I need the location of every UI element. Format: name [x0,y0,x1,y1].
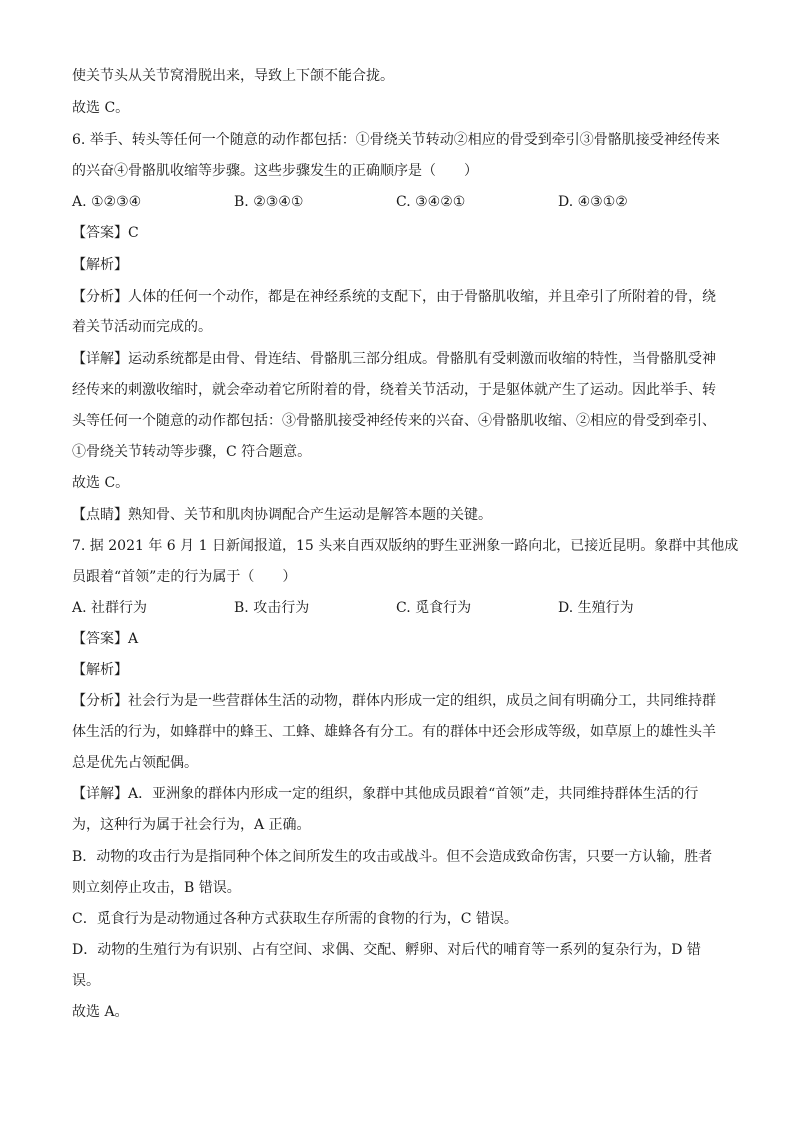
detail-text: 【详解】运动系统都是由骨、骨连结、骨骼肌三部分组成。骨骼肌有受刺激而收缩的特性，当骨骼肌受神 [72,351,716,367]
analysis-text: 体生活的行为，如蜂群中的蜂王、工蜂、雄蜂各有分工。有的群体中还会形成等级，如草原上的雄性头羊 [72,724,716,740]
question-6-stem: 6. 举手、转头等任何一个随意的动作都包括：①骨绕关节转动②相应的骨受到牵引③骨骼肌接受神经传来 [72,132,720,148]
analysis-text: 着关节活动而完成的。 [72,319,212,335]
detail-text: D．动物的生殖行为有识别、占有空间、求偶、交配、孵卵、对后代的哺育等一系列的复杂行为，D 错 [72,942,701,958]
detail-text: C．觅食行为是动物通过各种方式获取生存所需的食物的行为，C 错误。 [72,911,518,927]
analysis-label: 【解析】 [72,257,128,273]
detail-text: ①骨绕关节转动等步骤，C 符合题意。 [72,444,312,460]
analysis-text: 【分析】社会行为是一些营群体生活的动物，群体内形成一定的组织，成员之间有明确分工，共同维持群 [72,693,716,709]
q7-option-b: B. 攻击行为 [234,600,310,616]
question-7-stem: 7. 据 2021 年 6 月 1 日新闻报道，15 头来自西双版纳的野生亚洲象一路向北，已接近昆明。象群中其他成 [72,538,739,554]
conclusion-text: 故选 A。 [72,1004,129,1020]
analysis-label: 【解析】 [72,662,128,678]
q7-option-d: D. 生殖行为 [558,600,634,616]
text-line: 使关节头从关节窝滑脱出来，导致上下颌不能合拢。 [72,68,394,84]
analysis-text: 总是优先占领配偶。 [72,755,198,771]
analysis-text: 【分析】人体的任何一个动作，都是在神经系统的支配下，由于骨骼肌收缩，并且牵引了所附着的骨，绕 [72,289,716,305]
q6-option-b: B. ②③④① [234,194,304,210]
detail-text: B．动物的攻击行为是指同种个体之间所发生的攻击或战斗。但不会造成致命伤害，只要一方认输，胜者 [72,849,713,865]
detail-text: 【详解】A．亚洲象的群体内形成一定的组织，象群中其他成员跟着“首领”走，共同维持群体生活的行 [72,786,699,802]
detail-text: 则立刻停止攻击，B 错误。 [72,880,241,896]
detail-text: 头等任何一个随意的动作都包括：③骨骼肌接受神经传来的兴奋、④骨骼肌收缩、②相应的骨受到牵引、 [72,413,716,429]
detail-text: 误。 [72,973,100,989]
answer-label: 【答案】A [72,631,139,647]
text-line: 故选 C。 [72,100,130,116]
q6-option-a: A. ①②③④ [72,194,142,210]
question-6-stem: 的兴奋④骨骼肌收缩等步骤。这些步骤发生的正确顺序是（ ） [72,163,478,179]
conclusion-text: 故选 C。 [72,475,130,491]
question-7-stem: 员跟着“首领”走的行为属于（ ） [72,569,297,585]
q6-option-d: D. ④③①② [558,194,628,210]
detail-text: 为，这种行为属于社会行为，A 正确。 [72,817,311,833]
key-point-text: 【点睛】熟知骨、关节和肌肉协调配合产生运动是解答本题的关键。 [72,507,492,523]
detail-text: 经传来的刺激收缩时，就会牵动着它所附着的骨，绕着关节活动，于是躯体就产生了运动。因此举手、转 [72,382,716,398]
answer-label: 【答案】C [72,225,139,241]
q6-option-c: C. ③④②① [396,194,466,210]
q7-option-a: A. 社群行为 [72,600,148,616]
q7-option-c: C. 觅食行为 [396,600,472,616]
